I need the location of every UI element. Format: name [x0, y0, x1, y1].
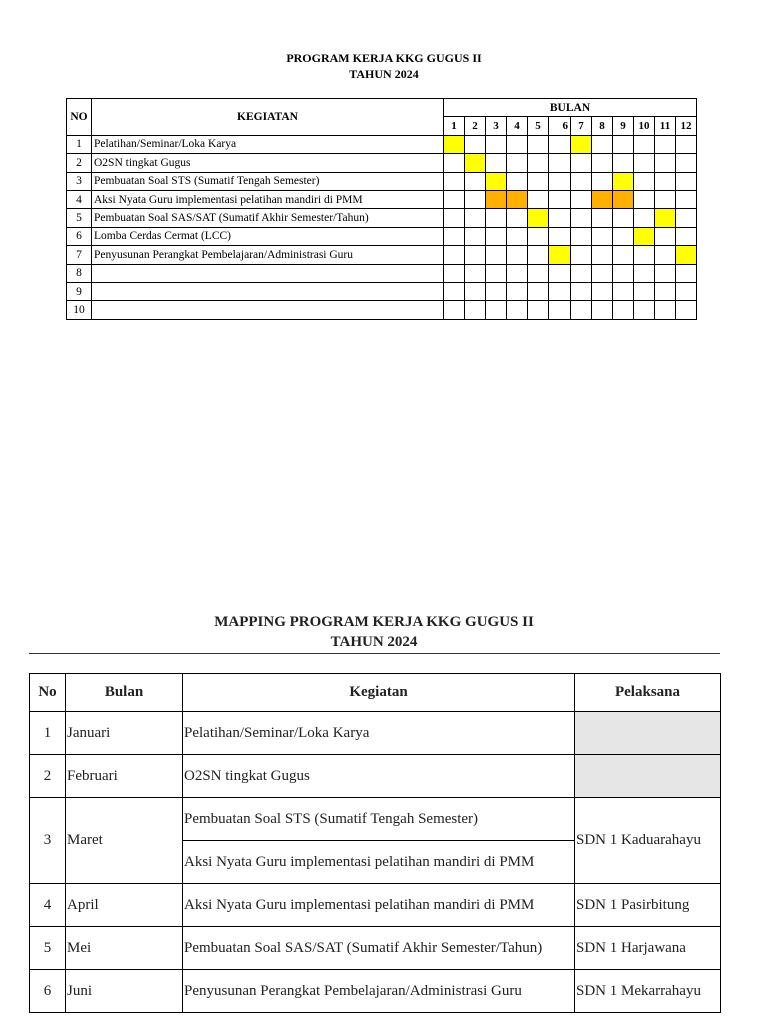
mapping-activity: Pembuatan Soal SAS/SAT (Sumatif Akhir Semester/Tahun) [183, 927, 575, 970]
mapping-rows [30, 712, 721, 1013]
month-cell [634, 246, 655, 264]
month-cell [528, 135, 549, 153]
month-cell [465, 301, 486, 319]
mapping-row [30, 712, 721, 755]
month-cell [634, 135, 655, 153]
month-cell [549, 282, 571, 300]
month-cell [486, 282, 507, 300]
month-header: 7 [571, 117, 592, 135]
row-number: 10 [67, 301, 92, 319]
month-header: 9 [613, 117, 634, 135]
mapping-table [29, 673, 721, 1013]
month-cell [592, 172, 613, 190]
activity-name [92, 264, 444, 282]
mapping-row [30, 970, 721, 1013]
month-cell [634, 209, 655, 227]
month-cell [444, 227, 465, 245]
month-cell [465, 135, 486, 153]
mapping-header-pelaksana: Pelaksana [575, 674, 721, 712]
activity-name: Penyusunan Perangkat Pembelajaran/Administrasi Guru [92, 246, 444, 264]
month-cell [613, 154, 634, 172]
row-number: 9 [67, 282, 92, 300]
month-cell [486, 154, 507, 172]
month-cell [613, 282, 634, 300]
program-row [67, 282, 697, 300]
program-row [67, 190, 697, 208]
month-cell [655, 282, 676, 300]
month-cell [655, 227, 676, 245]
month-header: 12 [676, 117, 697, 135]
row-number: 4 [67, 190, 92, 208]
mapping-title [0, 612, 748, 652]
month-cell [528, 154, 549, 172]
month-cell [676, 282, 697, 300]
scheduled-month-cell [549, 246, 571, 264]
month-cell [571, 227, 592, 245]
scheduled-month-cell [528, 209, 549, 227]
mapping-executor: SDN 1 Harjawana [575, 927, 721, 970]
program-row [67, 264, 697, 282]
month-cell [444, 282, 465, 300]
mapping-month: Mei [66, 927, 183, 970]
activity-name [92, 282, 444, 300]
month-cell [507, 282, 528, 300]
month-header: 1 [444, 117, 465, 135]
month-cell [655, 154, 676, 172]
month-cell [634, 264, 655, 282]
month-cell [655, 264, 676, 282]
month-header: 2 [465, 117, 486, 135]
header-bulan: BULAN [444, 99, 697, 117]
mapping-activity: Pembuatan Soal STS (Sumatif Tengah Semester) [183, 798, 575, 841]
month-cell [528, 227, 549, 245]
month-cell [528, 264, 549, 282]
row-number: 5 [67, 209, 92, 227]
scheduled-month-cell [613, 190, 634, 208]
month-header: 4 [507, 117, 528, 135]
month-cell [634, 154, 655, 172]
month-cell [507, 172, 528, 190]
mapping-no: 6 [30, 970, 66, 1013]
month-cell [465, 246, 486, 264]
mapping-row [30, 755, 721, 798]
mapping-month: Maret [66, 798, 183, 884]
month-cell [592, 246, 613, 264]
mapping-no: 4 [30, 884, 66, 927]
scheduled-month-cell [613, 172, 634, 190]
scheduled-month-cell [571, 135, 592, 153]
mapping-executor: SDN 1 Pasirbitung [575, 884, 721, 927]
scheduled-month-cell [507, 190, 528, 208]
scheduled-month-cell [676, 246, 697, 264]
month-header: 8 [592, 117, 613, 135]
mapping-activity: O2SN tingkat Gugus [183, 755, 575, 798]
mapping-month: April [66, 884, 183, 927]
month-cell [465, 227, 486, 245]
month-cell [571, 190, 592, 208]
month-cell [634, 172, 655, 190]
month-cell [676, 209, 697, 227]
month-cell [613, 227, 634, 245]
month-cell [465, 190, 486, 208]
month-cell [676, 172, 697, 190]
month-cell [676, 301, 697, 319]
month-header: 5 [528, 117, 549, 135]
month-cell [571, 246, 592, 264]
month-cell [486, 301, 507, 319]
month-cell [486, 227, 507, 245]
header-no: NO [67, 99, 92, 136]
month-cell [592, 154, 613, 172]
scheduled-month-cell [444, 135, 465, 153]
program-row [67, 301, 697, 319]
month-cell [549, 209, 571, 227]
month-cell [592, 209, 613, 227]
month-cell [655, 301, 676, 319]
month-cell [507, 301, 528, 319]
mapping-no: 5 [30, 927, 66, 970]
program-row [67, 172, 697, 190]
mapping-header-bulan: Bulan [66, 674, 183, 712]
month-cell [444, 264, 465, 282]
scheduled-month-cell [486, 190, 507, 208]
mapping-activity: Penyusunan Perangkat Pembelajaran/Administrasi Guru [183, 970, 575, 1013]
month-cell [613, 135, 634, 153]
month-cell [465, 172, 486, 190]
program-title-line1: PROGRAM KERJA KKG GUGUS II [286, 51, 482, 65]
program-row [67, 246, 697, 264]
month-cell [592, 301, 613, 319]
program-row [67, 227, 697, 245]
activity-name [92, 301, 444, 319]
month-cell [571, 264, 592, 282]
month-cell [549, 264, 571, 282]
month-cell [549, 135, 571, 153]
month-cell [528, 282, 549, 300]
program-title-line2: TAHUN 2024 [349, 67, 419, 81]
mapping-row [30, 798, 721, 841]
month-cell [571, 301, 592, 319]
mapping-executor: SDN 1 Kaduarahayu [575, 798, 721, 884]
month-cell [465, 264, 486, 282]
program-rows [67, 135, 697, 319]
month-cell [676, 227, 697, 245]
month-header: 10 [634, 117, 655, 135]
row-number: 3 [67, 172, 92, 190]
program-row [67, 135, 697, 153]
month-cell [613, 246, 634, 264]
month-header: 3 [486, 117, 507, 135]
month-cell [528, 301, 549, 319]
month-cell [571, 209, 592, 227]
month-cell [571, 172, 592, 190]
activity-name: O2SN tingkat Gugus [92, 154, 444, 172]
month-cell [592, 264, 613, 282]
month-cell [507, 154, 528, 172]
month-cell [676, 154, 697, 172]
scheduled-month-cell [634, 227, 655, 245]
month-cell [655, 246, 676, 264]
mapping-header-kegiatan: Kegiatan [183, 674, 575, 712]
mapping-no: 2 [30, 755, 66, 798]
mapping-month: Februari [66, 755, 183, 798]
mapping-no: 3 [30, 798, 66, 884]
scheduled-month-cell [655, 209, 676, 227]
month-cell [549, 301, 571, 319]
mapping-header-no: No [30, 674, 66, 712]
month-header: 11 [655, 117, 676, 135]
month-cell [676, 135, 697, 153]
month-cell [571, 282, 592, 300]
month-cell [465, 282, 486, 300]
month-cell [655, 172, 676, 190]
month-cell [549, 172, 571, 190]
row-number: 1 [67, 135, 92, 153]
month-cell [507, 246, 528, 264]
month-cell [486, 264, 507, 282]
month-cell [507, 209, 528, 227]
month-cell [444, 172, 465, 190]
scheduled-month-cell [592, 190, 613, 208]
row-number: 8 [67, 264, 92, 282]
activity-name: Pelatihan/Seminar/Loka Karya [92, 135, 444, 153]
mapping-executor: SDN 1 Mekarrahayu [575, 970, 721, 1013]
month-cell [549, 227, 571, 245]
mapping-activity: Aksi Nyata Guru implementasi pelatihan mandiri di PMM [183, 884, 575, 927]
mapping-activity: Pelatihan/Seminar/Loka Karya [183, 712, 575, 755]
mapping-month: Juni [66, 970, 183, 1013]
month-cell [613, 301, 634, 319]
month-cell [549, 154, 571, 172]
header-kegiatan: KEGIATAN [92, 99, 444, 136]
mapping-executor [575, 755, 721, 798]
row-number: 7 [67, 246, 92, 264]
mapping-executor [575, 712, 721, 755]
month-cell [444, 301, 465, 319]
month-cell [571, 154, 592, 172]
month-cell [444, 246, 465, 264]
month-cell [444, 209, 465, 227]
month-cell [507, 135, 528, 153]
mapping-title-line1: MAPPING PROGRAM KERJA KKG GUGUS II [214, 614, 534, 630]
month-cell [528, 190, 549, 208]
mapping-title-line2: TAHUN 2024 [330, 634, 418, 650]
month-cell [465, 209, 486, 227]
row-number: 6 [67, 227, 92, 245]
mapping-no: 1 [30, 712, 66, 755]
month-header: 6 [549, 117, 571, 135]
month-cell [676, 264, 697, 282]
mapping-activity: Aksi Nyata Guru implementasi pelatihan mandiri di PMM [183, 841, 575, 884]
program-row [67, 154, 697, 172]
month-cell [528, 172, 549, 190]
program-row [67, 209, 697, 227]
month-cell [634, 282, 655, 300]
month-cell [634, 190, 655, 208]
month-cell [655, 190, 676, 208]
month-cell [507, 264, 528, 282]
row-number: 2 [67, 154, 92, 172]
mapping-row [30, 927, 721, 970]
month-cell [592, 227, 613, 245]
month-cell [676, 190, 697, 208]
month-cell [486, 209, 507, 227]
program-schedule-table [66, 98, 697, 320]
title-divider [29, 653, 720, 654]
scheduled-month-cell [465, 154, 486, 172]
month-cell [507, 227, 528, 245]
activity-name: Aksi Nyata Guru implementasi pelatihan mandiri di PMM [92, 190, 444, 208]
activity-name: Pembuatan Soal STS (Sumatif Tengah Semester) [92, 172, 444, 190]
month-cell [486, 246, 507, 264]
activity-name: Lomba Cerdas Cermat (LCC) [92, 227, 444, 245]
month-cell [528, 246, 549, 264]
program-title [0, 50, 768, 82]
month-cell [444, 190, 465, 208]
month-cell [592, 282, 613, 300]
month-cell [592, 135, 613, 153]
mapping-row [30, 884, 721, 927]
month-cell [655, 135, 676, 153]
scheduled-month-cell [486, 172, 507, 190]
month-cell [613, 209, 634, 227]
month-cell [444, 154, 465, 172]
month-cell [634, 301, 655, 319]
month-cell [613, 264, 634, 282]
month-cell [549, 190, 571, 208]
activity-name: Pembuatan Soal SAS/SAT (Sumatif Akhir Semester/Tahun) [92, 209, 444, 227]
month-cell [486, 135, 507, 153]
mapping-month: Januari [66, 712, 183, 755]
